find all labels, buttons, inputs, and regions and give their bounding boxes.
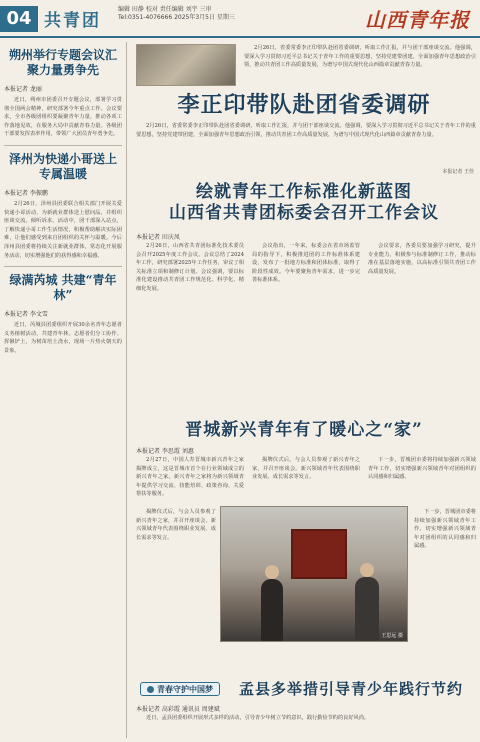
jincheng-col-left: 揭牌仪式后，与会人员参观了新兴青年之家，并召开座谈会。新兴领域青年代表围绕职业发展、成长需求等发言。 xyxy=(136,509,216,541)
article-title-zezhou: 泽州为快递小哥送上专属温暖 xyxy=(8,151,117,181)
mid-story-col: 2月26日，山西省共青团标准化技术委员会召开2025年度工作会议。会议总结了2024年工作，研究部署2025年工作任务，审议了相关标准立项和制修订计划。会议强调，要以标准化建设推动共青团工作规范化、科学化、精细化发展。 xyxy=(136,243,244,292)
article-byline: 本报记者 龙丽 xyxy=(4,86,42,93)
jincheng-col-right: 下一步，晋城团市委将持续加强新兴领域青年工作，切实增强新兴领域青年对团组织的认同感和归属感。 xyxy=(414,509,476,550)
mengxian-col: 近日，孟县团委组织开展形式多样的活动，引导青少年树立节约意识，践行勤俭节约的良好风尚。 xyxy=(146,715,370,721)
masthead-rule xyxy=(0,36,480,38)
mid-story-byline: 本报记者 田庆凤 xyxy=(136,234,180,241)
mid-story-columns xyxy=(136,242,476,412)
top-story-text: 2月26日，省委常委李正印带队赴团省委调研，听取工作汇报，并与团干部座谈交流。他强调，要深入学习贯彻习近平总书记关于青年工作的重要思想，坚持党建带团建，全面加强青年思想政治引领，推动共青团工作高质量发展，为谱写中国式现代化山西篇章贡献青春力量。 xyxy=(244,45,476,69)
person-figure xyxy=(261,579,283,641)
jincheng-byline: 本报记者 李思霞 刘惠 xyxy=(136,448,194,455)
mid-story-col: 会议指出，一年来，标委会在省市场监管局的指导下，积极推进团的工作标准体系建设，发布了一批地方标准和团体标准，取得了阶段性成效。今年要聚焦青年需求，进一步完善标准体系。 xyxy=(252,243,360,284)
divider xyxy=(4,145,122,146)
newspaper-logo: 山西青年报 xyxy=(365,8,470,32)
top-story-headline: 李正印带队赴团省委调研 xyxy=(177,92,431,118)
article-body: 2月26日，泽州县团委联合相关部门开展关爱快递小哥活动，为新就业群体送上慰问品，并组织座谈交流，倾听诉求。活动中，团干部深入站点，了解快递小哥工作生活情况，积极帮助解决实际困难，让他们感受到来自团组织的关怀与温暖。今后泽州县团委将持续关注新就业群体，常态化开展服务活动，切实增强他们的获得感和幸福感。 xyxy=(4,200,122,259)
top-story-columns xyxy=(136,122,476,139)
article-byline: 本报记者 李文雪 xyxy=(4,311,48,319)
mid-story-headline xyxy=(132,182,476,224)
jincheng-columns xyxy=(136,456,476,504)
jincheng-col: 2月27日，中国人寿晋城市新兴青年之家揭牌成立，这是晋城市首个在行业领域成立的新兴青年之家。新兴青年之家将为新兴领域青年提供学习交流、技能培训、政策咨询、关爱帮扶等服务。 xyxy=(136,457,244,498)
column-divider xyxy=(126,42,127,738)
section-name: 共青团 xyxy=(44,11,101,31)
top-story-text: 2月26日，省委常委李正印带队赴团省委调研，听取工作汇报，并与团干部座谈交流。他强调，要深入学习贯彻习近平总书记关于青年工作的重要思想，坚持党建带团建，全面加强青年思想政治引领，推动共青团工作高质量发展，为谱写中国式现代化山西篇章贡献青春力量。 xyxy=(136,123,476,138)
top-story-photo xyxy=(136,44,236,86)
top-story-credit: 本报记者 王佳 xyxy=(442,169,474,175)
column-banner xyxy=(140,682,220,696)
divider xyxy=(4,266,122,267)
banner-label: 青春守护中国梦 xyxy=(157,684,213,694)
mengxian-headline: 孟县多举措引导青少年践行节约 xyxy=(238,680,463,698)
plaque-board xyxy=(291,529,347,579)
page-number: 04 xyxy=(0,6,38,32)
person-head xyxy=(265,565,279,579)
article-body: 近日，朔州市团委召开专题会议，部署学习贯彻全国两会精神，研究部署今年重点工作。会议要求，全市各级团组织要凝聚青年力量，推动各项工作落地见效，在服务大局中贡献青春力量。各级团干部要发挥表率作用，带领广大团员青年勇争先。 xyxy=(4,97,122,138)
banner-icon xyxy=(147,686,154,693)
article-body: 近日，芮城县团委组织开展30余名青年志愿者义务植树活动，共建青年林。志愿者们分工协作、挥锹铲土，为树苗培土浇水，现场一片热火朝天的景象。 xyxy=(4,322,122,354)
article-title-shuozhou: 朔州举行专题会议汇聚力量勇争先 xyxy=(8,48,117,77)
photo-credit: 王思远 摄 xyxy=(381,633,403,639)
top-story-body xyxy=(244,44,476,70)
article-title-ruicheng: 绿满芮城 共建“青年林” xyxy=(9,273,117,303)
left-column xyxy=(4,42,122,738)
jincheng-headline: 晋城新兴青年有了暖心之“家” xyxy=(185,420,423,440)
headline-line: 绘就青年工作标准化新蓝图 xyxy=(196,182,412,202)
person-figure xyxy=(355,577,379,641)
contact-line: Tel:0351-4076666 2025年3月5日 星期三 xyxy=(118,14,235,21)
mid-story-col: 会议要求，各委员要加强学习研究，提升专业能力，积极参与标准制修订工作，推动标准在基层落地实施，以高标准引领共青团工作高质量发展。 xyxy=(368,243,476,275)
article-byline: 本报记者 李振鹏 xyxy=(4,189,48,197)
jincheng-col: 揭牌仪式后，与会人员参观了新兴青年之家，并召开座谈会。新兴领域青年代表围绕职业发展、成长需求等发言。 xyxy=(252,457,360,481)
jincheng-col: 下一步，晋城团市委将持续加强新兴领域青年工作，切实增强新兴领域青年对团组织的认同感和归属感。 xyxy=(368,457,476,481)
mengxian-byline: 本报记者 高彩霞 通讯员 周建斌 xyxy=(136,706,220,713)
headline-line: 山西省共青团标委会召开工作会议 xyxy=(169,203,439,223)
editors-line: 编辑 田静 校对 责任编辑 刘宇 三审 xyxy=(118,6,212,13)
jincheng-photo xyxy=(220,506,408,642)
masthead xyxy=(0,0,480,38)
editors-info xyxy=(118,6,235,22)
person-head xyxy=(360,563,374,577)
mengxian-columns xyxy=(136,714,476,738)
